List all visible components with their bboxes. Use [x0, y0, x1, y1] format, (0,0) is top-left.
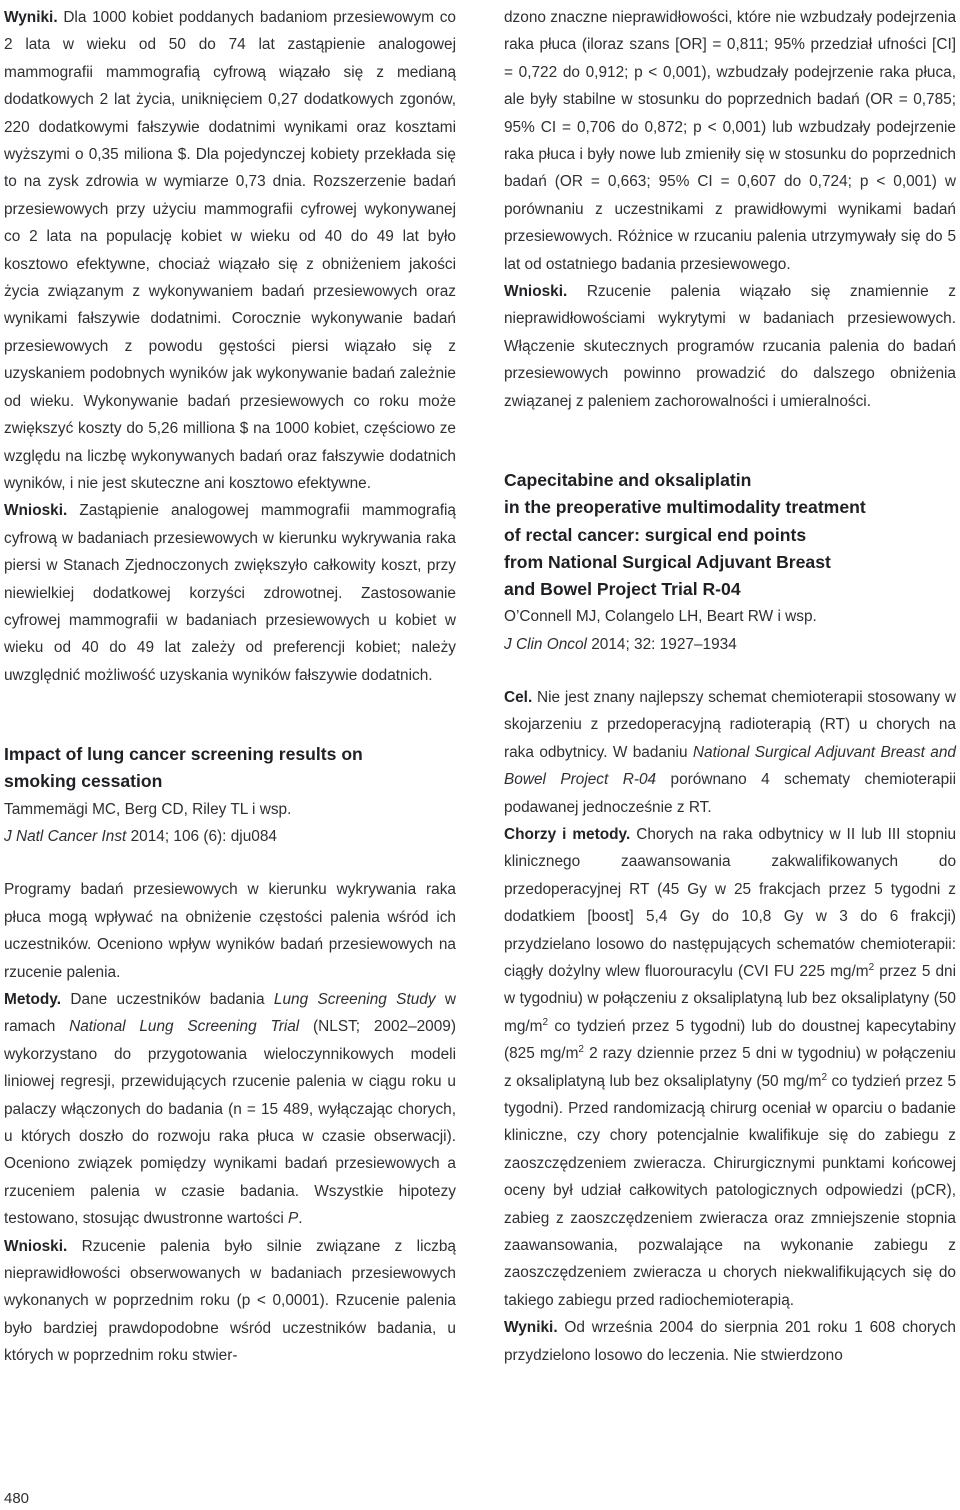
methods-heading: Metody.	[4, 991, 62, 1008]
conclusions-heading: Wnioski.	[4, 502, 68, 520]
article-journal: J Natl Cancer Inst 2014; 106 (6): dju084	[4, 827, 277, 845]
results-heading-2: Wyniki.	[504, 1319, 558, 1337]
aim-heading: Cel.	[504, 688, 533, 706]
article-header-lung-screening	[4, 741, 456, 850]
left-column	[4, 4, 456, 1370]
patients-methods-heading: Chorzy i metody.	[504, 825, 631, 843]
article-title: Impact of lung cancer screening results on smoking cessation	[4, 744, 363, 792]
results-continued-paragraph: dzono znaczne nieprawidłowości, które nie wzbudzały podejrzenia raka płuca (iloraz szans [OR] = 0,811; 95% przedział ufności [CI] = 0,722 do 0,912; p < 0,001), wzbudzały podejrzenie raka płuca, ale były stabilne w stosunku do poprzednich badań (OR = 0,785; 95% CI = 0,706 do 0,872; p < 0,001) lub wzbudzały podejrzenie raka płuca i były nowe lub zmieniły się w stosunku do poprzednich badań (OR = 0,663; 95% CI = 0,607 do 0,724; p < 0,001) w porównaniu z uczestnikami z prawidłowymi wynikami badań przesiewowych. Różnice w rzucaniu palenia utrzymywały się do 5 lat od ostatniego badania przesiewowego.	[504, 9, 956, 273]
page-number: 480	[4, 1490, 30, 1507]
article-authors-2: O’Connell MJ, Colangelo LH, Beart RW i wsp.	[504, 608, 817, 626]
conclusions-heading-3: Wnioski.	[504, 283, 568, 301]
article-journal-2: J Clin Oncol 2014; 32: 1927–1934	[504, 635, 737, 653]
conclusions-paragraph-2: Wnioski. Rzucenie palenia było silnie związane z liczbą nieprawidłowości obserwowanych w badaniach przesiewowych wykonanych w poprzednim roku (p < 0,0001). Rzucenie palenia było bardziej prawdopodobne wśród uczestników badania, u których w poprzednim roku stwier-	[4, 1237, 456, 1365]
results-paragraph-2: Wyniki. Od września 2004 do sierpnia 201 roku 1 608 chorych przydzielono losowo do leczenia. Nie stwierdzono	[504, 1319, 956, 1364]
conclusions-heading-2: Wnioski.	[4, 1237, 68, 1255]
results-heading: Wyniki.	[4, 9, 58, 26]
patients-methods-paragraph: Chorzy i metody. Chorych na raka odbytnicy w II lub III stopniu klinicznego zaawansowania zakwalifikowanych do przedoperacyjnej RT (45 Gy w 25 frakcjach przez 5 tygodni z dodatkiem [boost] 5,4 Gy do 10,8 Gy w 3 do 6 frakcji) przydzielano losowo do następujących schematów chemioterapii: ciągły dożylny wlew fluorouracylu (CVI FU 225 $mg/m^2$ przez 5 dni w tygodniu) w połączeniu z oksaliplatyną lub bez oksaliplatyny (50 $mg/m^2$ co tydzień przez 5 tygodni) lub do doustnej kapecytabiny (825 $mg/m^2$ 2 razy dziennie przez 5 dni w tygodniu) w połączeniu z oksaliplatyną lub bez oksaliplatyny (50 $mg/m^2$ co tydzień przez 5 tygodni). Przed randomizacją chirurg oceniał w oparciu o badanie kliniczne, czy chory potencjalnie kwalifikuje się do zabiegu z zaoszczędzeniem zwieracza. Chirurgicznymi punktami końcowej oceny był udział całkowitych patologicznych odpowiedzi (pCR), zabieg z zaoszczędzeniem zwieracza oraz zmniejszenie stopnia zaawansowania, pozwalające na wykonanie zabiegu z zaoszczędzeniem zwieracza u chorych niekwalifikujących się do takiego zabiegu przed radiochemioterapią.	[504, 825, 957, 1309]
conclusions-text: Zastąpienie analogowej mammografii mammografią cyfrową w badaniach przesiewowych w kierunku wykrywania raka piersi w Stanach Zjednoczonych zwiększyło całkowity koszt, przy niewielkiej dodatkowej korzyści zdrowotnej. Zastosowanie cyfrowej mammografii w badaniach przesiewowych u kobiet w wieku od 40 do 49 lat zależy od preferencji kobiet; należy uwzględnić możliwość uzyskania wyników fałszywie dodatnich.	[4, 502, 456, 684]
article-title-2: Capecitabine and oksaliplatin in the preoperative multimodality treatment of rectal cancer: surgical end points from National Surgical Adjuvant Breast and Bowel Project Trial R-04	[504, 470, 866, 599]
results-paragraph	[4, 4, 456, 497]
results-text: Dla 1000 kobiet poddanych badaniom przesiewowym co 2 lata w wieku od 50 do 74 lat zastąpienie analogowej mammografii mammografią cyfrową wiązało się z medianą dodatkowych 2 lat życia, uniknięciem 0,27 dodatkowych zgonów, 220 dodatkowymi fałszywie dodatnimi wynikami oraz kosztami wyższymi o 0,35 miliona $. Dla pojedynczej kobiety przekłada się to na zysk zdrowia w wymiarze 0,73 dnia. Rozszerzenie badań przesiewowych przy użyciu mammografii cyfrowej wykonywanej co 2 lata na populację kobiet w wieku od 40 do 49 lat było kosztowo efektywne, chociaż wiązało się z obniżeniem jakości życia związanym z wykonywaniem badań przesiewowych oraz wynikami fałszywie dodatnimi. Corocznie wykonywanie badań przesiewowych z powodu gęstości piersi wiązało się z uzyskaniem podobnych wyników jak wykonywanie badań zależnie od wieku. Wykonywanie badań przesiewowych co roku może zwiększyć koszty do 5,26 milliona $ na 1000 kobiet, częściowo ze względu na liczbę wykonywanych badań oraz fałszywie dodatnich wyników, i nie jest skuteczne ani kosztowo efektywne.	[4, 9, 456, 492]
right-column	[504, 4, 956, 1369]
methods-paragraph: Metody. Dane uczestników badania Lung Screening Study w ramach National Lung Screening Trial (NLST; 2002–2009) wykorzystano do przygotowania wieloczynnikowych modeli liniowej regresji, przewidujących rzucenie palenia w ciągu roku u palaczy włączonych do badania (n = 15 489, wyłączając chorych, u których doszło do rozwoju raka płuca w czasie obserwacji). Oceniono związek pomiędzy wynikami badań przesiewowych a rzuceniem palenia w czasie badania. Wszystkie hipotezy testowano, stosując dwustronne wartości P.	[4, 991, 457, 1228]
article-authors: Tammemägi MC, Berg CD, Riley TL i wsp.	[4, 800, 292, 818]
aim-paragraph: Cel. Nie jest znany najlepszy schemat chemioterapii stosowany w skojarzeniu z przedoperacyjną radioterapią (RT) u chorych na raka odbytnicy. W badaniu National Surgical Adjuvant Breast and Bowel Project R-04 porównano 4 schematy chemioterapii podawanej jednocześnie z RT.	[504, 688, 957, 816]
conclusions-paragraph-3: Wnioski. Rzucenie palenia wiązało się znamiennie z nieprawidłowościami wykrytymi w badaniach przesiewowych. Włączenie skutecznych programów rzucania palenia do badań przesiewowych powinno prowadzić do dalszego obniżenia związanej z paleniem zachorowalności i umieralności.	[504, 283, 956, 410]
conclusions-paragraph	[4, 497, 456, 689]
intro-paragraph: Programy badań przesiewowych w kierunku wykrywania raka płuca mogą wpływać na obniżenie częstości palenia wśród ich uczestników. Oceniono wpływ wyników badań przesiewowych na rzucenie palenia.	[4, 881, 456, 981]
article-header-rectal-cancer	[504, 467, 956, 658]
